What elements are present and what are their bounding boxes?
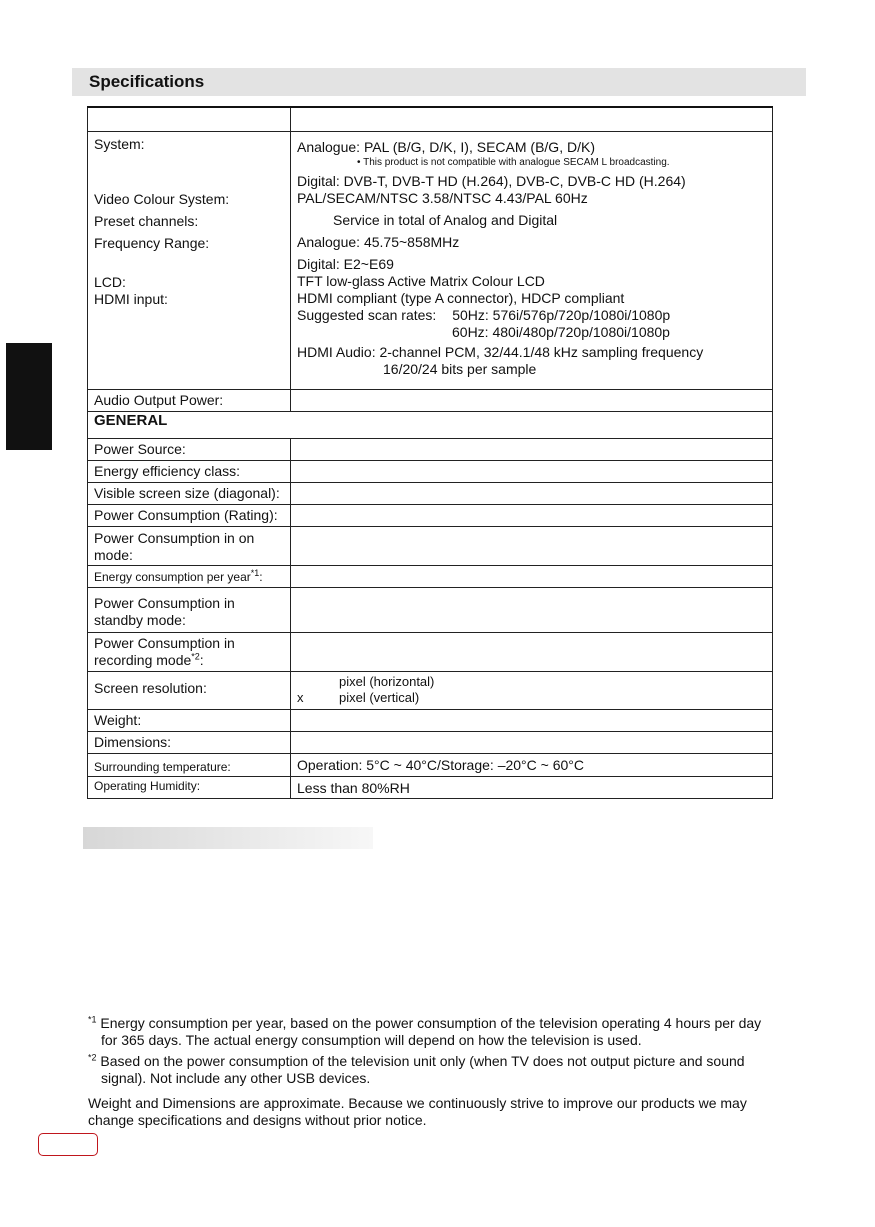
preset-label: Preset channels: (94, 213, 199, 229)
table-row (88, 672, 773, 710)
table-row (88, 461, 773, 483)
system-note: • This product is not compatible with analogue SECAM L broadcasting. (357, 157, 670, 168)
lcd-value: TFT low-glass Active Matrix Colour LCD (297, 273, 545, 289)
footnotes (88, 1015, 778, 1129)
table-row (88, 132, 773, 390)
preset-value: Service in total of Analog and Digital (333, 212, 558, 228)
general-section-row (88, 412, 773, 439)
disclaimer-notice: Weight and Dimensions are approximate. Because we continuously strive to improve our products we may change specifications and designs without prior notice. (88, 1095, 747, 1128)
power-rating-label: Power Consumption (Rating): (88, 505, 291, 527)
hdmi-label: HDMI input: (94, 291, 168, 307)
frequency-digital: Digital: E2~E69 (297, 256, 394, 272)
humidity-label: Operating Humidity: (88, 777, 291, 799)
table-row (88, 588, 773, 633)
power-recording-label: Power Consumption in recording mode$^{*2}$: (88, 633, 291, 672)
table-row (88, 633, 773, 672)
footnote-mark-1: *1 (250, 568, 260, 578)
table-row (88, 777, 773, 799)
hdmi-scan-50: 50Hz: 576i/576p/720p/1080i/1080p (452, 307, 671, 323)
resolution-x: x (297, 690, 304, 705)
power-source-label: Power Source: (88, 439, 291, 461)
temperature-value: Operation: 5°C ~ 40°C/Storage: –20°C ~ 60°C (291, 754, 773, 777)
table-row (88, 754, 773, 777)
lcd-label: LCD: (94, 274, 126, 290)
footnote-mark-2: *2 (191, 651, 200, 662)
resolution-horizontal: pixel (horizontal) (339, 674, 435, 689)
power-standby-label: Power Consumption in standby mode: (88, 588, 291, 633)
table-header-row (88, 107, 773, 132)
weight-label: Weight: (88, 710, 291, 732)
specifications-heading-bar (72, 68, 806, 96)
video-label: Video Colour System: (94, 191, 230, 207)
audio-output-label: Audio Output Power: (88, 390, 291, 412)
hdmi-audio-bits: 16/20/24 bits per sample (383, 361, 537, 377)
page-title: Specifications (89, 72, 205, 91)
hdmi-scan-rates (297, 307, 766, 324)
footnote-2: $^{*2}$ Based on the power consumption of the television unit only (when TV does not output picture and sound signal). Not include any other USB devices. (88, 1052, 745, 1086)
table-row (88, 732, 773, 754)
table-row (88, 483, 773, 505)
screen-size-label: Visible screen size (diagonal): (88, 483, 291, 505)
dimensions-label: Dimensions: (88, 732, 291, 754)
energy-class-label: Energy efficiency class: (88, 461, 291, 483)
temperature-label: Surrounding temperature: (88, 754, 291, 777)
page-number-box (38, 1133, 98, 1156)
table-row (88, 710, 773, 732)
frequency-label: Frequency Range: (94, 235, 210, 251)
hdmi-scan-60: 60Hz: 480i/480p/720p/1080i/1080p (452, 324, 670, 340)
humidity-value: Less than 80%RH (291, 777, 773, 799)
system-analogue: Analogue: PAL (B/G, D/K, I), SECAM (B/G, D/K) (297, 139, 595, 155)
general-title: GENERAL (88, 412, 773, 439)
video-value: PAL/SECAM/NTSC 3.58/NTSC 4.43/PAL 60Hz (297, 190, 588, 206)
resolution-vertical-line (297, 690, 766, 706)
hdmi-scan-label: Suggested scan rates: (297, 307, 437, 323)
system-digital: Digital: DVB-T, DVB-T HD (H.264), DVB-C, DVB-C HD (H.264) (297, 173, 686, 189)
resolution-label: Screen resolution: (88, 672, 291, 710)
frequency-analogue: Analogue: 45.75~858MHz (297, 234, 460, 250)
hdmi-value: HDMI compliant (type A connector), HDCP compliant (297, 290, 625, 306)
section-heading-bar (83, 827, 373, 849)
resolution-vertical: pixel (vertical) (339, 690, 420, 705)
language-side-tab (6, 343, 52, 450)
table-row (88, 527, 773, 566)
power-on-label: Power Consumption in on mode: (88, 527, 291, 566)
table-row (88, 390, 773, 412)
energy-year-label: Energy consumption per year$^{*1}$: (88, 566, 291, 588)
table-row (88, 505, 773, 527)
hdmi-audio: HDMI Audio: 2-channel PCM, 32/44.1/48 kHz sampling frequency (297, 344, 704, 360)
specifications-table (87, 106, 773, 799)
footnote-1: $^{*1}$ Energy consumption per year, based on the power consumption of the television operating 4 hours per day for 365 days. The actual energy consumption will depend on how the television is used. (88, 1014, 762, 1048)
table-row (88, 439, 773, 461)
table-row (88, 566, 773, 588)
system-label: System: (94, 136, 145, 152)
